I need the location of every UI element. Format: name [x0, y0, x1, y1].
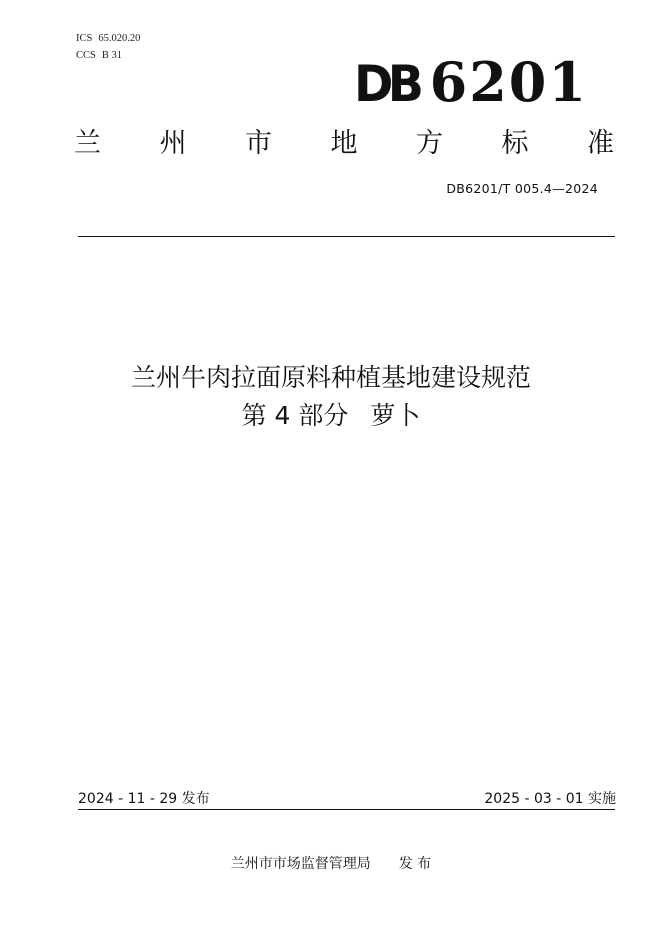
issuer-action: 发 布 [398, 856, 432, 872]
db-logo-letters: DB [354, 55, 419, 113]
standard-category-title [74, 126, 614, 162]
part-title: 萝卜 [370, 401, 421, 430]
part-number: 第 4 部分 [241, 401, 349, 430]
issue-date: 2024 - 11 - 29 发布 [78, 791, 210, 807]
document-title: 兰州牛肉拉面原料种植基地建设规范 [130, 363, 531, 392]
ics-classification [76, 33, 140, 45]
ics-value: 65.020.20 [98, 33, 141, 44]
category-char: 标 [501, 128, 529, 159]
issuing-authority [0, 853, 662, 875]
category-char: 市 [245, 128, 272, 159]
document-subtitle [0, 398, 662, 434]
ccs-label: CCS [76, 50, 96, 61]
top-divider [78, 236, 615, 237]
category-char: 州 [159, 128, 187, 159]
implementation-date: 2025 - 03 - 01 实施 [484, 791, 616, 807]
issuer-name: 兰州市市场监督管理局 [230, 856, 371, 872]
standard-number: DB6201/T 005.4—2024 [446, 181, 598, 196]
ccs-classification [76, 50, 122, 62]
category-char: 地 [330, 128, 358, 159]
db-logo [354, 50, 588, 114]
ccs-value: B 31 [101, 50, 122, 61]
db-logo-number: 6201 [429, 50, 588, 114]
category-char: 兰 [74, 128, 101, 159]
ics-label: ICS [76, 33, 93, 44]
bottom-divider [78, 809, 615, 810]
category-char: 准 [587, 128, 614, 159]
category-char: 方 [416, 128, 443, 159]
